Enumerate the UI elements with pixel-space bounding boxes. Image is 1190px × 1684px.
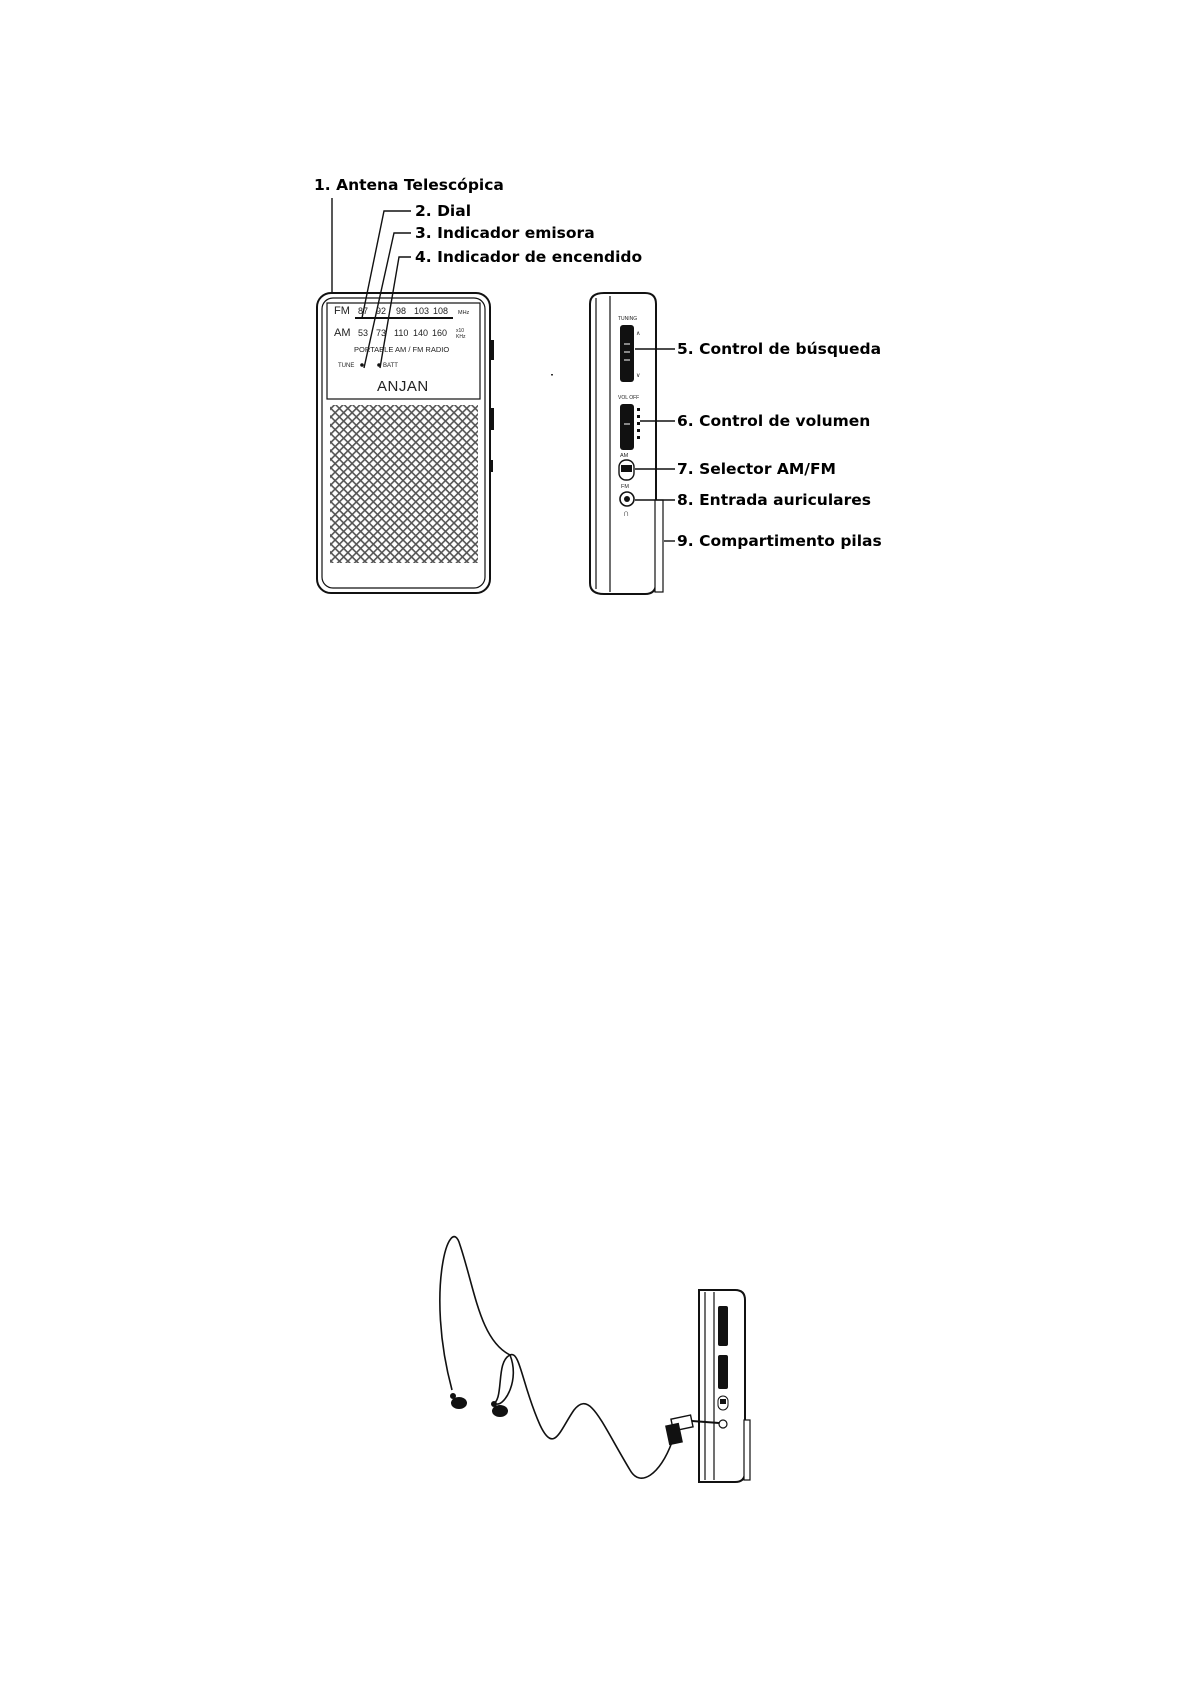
speaker-grill [330,405,478,563]
label-dial: 2. Dial [415,202,472,220]
fm-scale-1: 92 [376,306,387,316]
svg-text:∩: ∩ [623,508,630,518]
volume-knob [490,408,494,430]
label-tuning-control: 5. Control de búsqueda [677,340,882,358]
label-battery-compartment: 9. Compartimento pilas [677,532,882,550]
tuning-wheel [620,325,634,382]
am-scale-0: 53 [358,328,369,338]
tuning-label: TUNING [618,316,638,322]
fm-unit: MHz [458,310,470,316]
fm-scale-0: 87 [358,306,369,316]
label-antenna: 1. Antena Telescópica [314,176,504,194]
battery-door [655,500,663,592]
batt-label: BATT [383,363,398,369]
brand-logo: ANJAN [377,378,429,395]
tuning-knob [490,340,494,360]
svg-text:∧: ∧ [636,331,641,337]
am-unit-top: x10 [456,328,465,334]
tune-led [360,363,364,367]
am-scale-2: 110 [394,328,409,338]
vol-label: VOL OFF [618,395,640,401]
am-scale-1: 73 [376,328,387,338]
label-headphone-jack: 8. Entrada auriculares [677,491,871,509]
label-band-selector: 7. Selector AM/FM [677,460,836,478]
am-scale-3: 140 [413,328,429,338]
radio-side-view [590,293,675,594]
am-band-label: AM [334,327,351,339]
am-unit-bottom: KHz [456,334,466,340]
tune-label: TUNE [338,363,355,369]
batt-led [377,363,381,367]
model-text: PORTABLE AM / FM RADIO [354,345,450,354]
volume-wheel [620,404,634,450]
earphone-connection-diagram [440,1237,750,1482]
svg-text:∨: ∨ [636,373,641,379]
fm-switch-label: FM [621,484,629,490]
am-scale-4: 160 [432,328,448,338]
fm-band-label: FM [334,305,350,317]
fm-scale-2: 98 [396,306,407,316]
am-switch-label: AM [620,453,629,459]
label-power-indicator: 4. Indicador de encendido [415,248,643,266]
label-volume-control: 6. Control de volumen [677,412,871,430]
fm-scale-3: 103 [414,306,430,316]
dial-line [355,317,453,319]
label-station-indicator: 3. Indicador emisora [415,224,595,242]
fm-scale-4: 108 [433,306,449,316]
